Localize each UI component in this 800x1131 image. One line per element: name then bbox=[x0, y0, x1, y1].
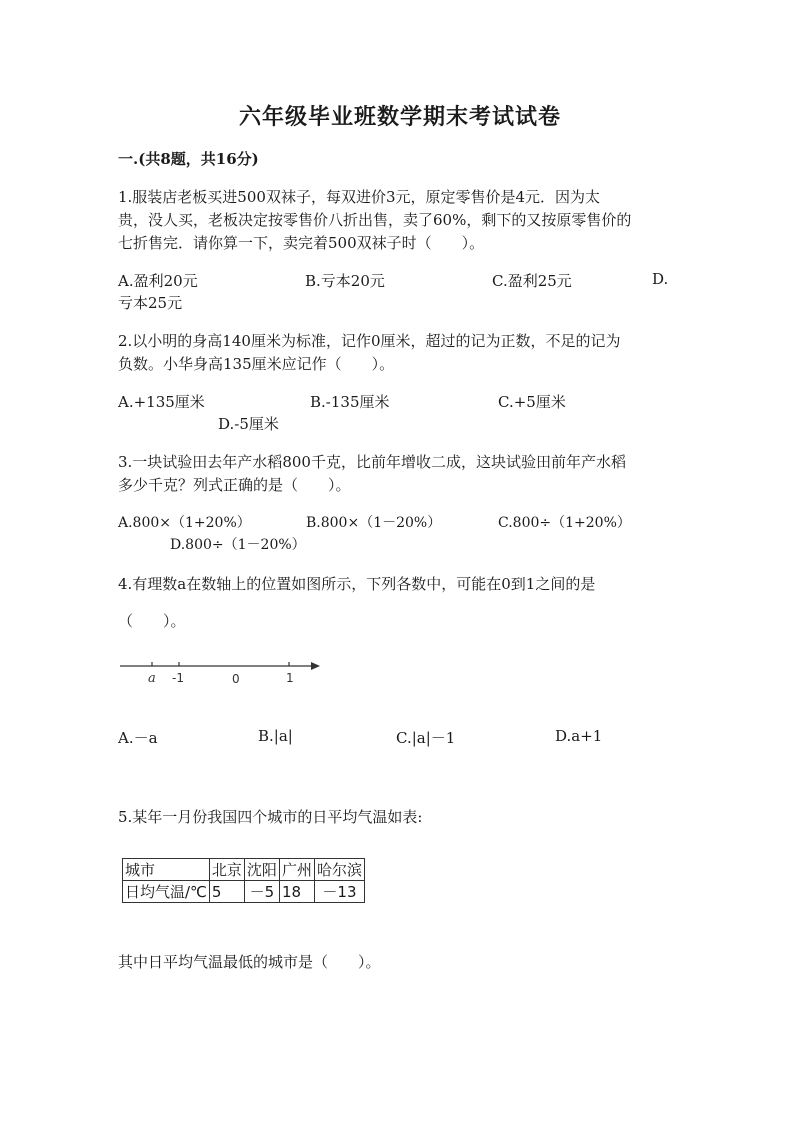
question-1-stem bbox=[118, 186, 678, 255]
table-cell: 城市 bbox=[123, 859, 210, 881]
question-3-option-d[interactable]: D.800÷（1－20%） bbox=[170, 537, 306, 553]
question-3-option-c[interactable]: C.800÷（1+20%） bbox=[498, 515, 631, 531]
question-3-option-b[interactable]: B.800×（1－20%） bbox=[306, 515, 442, 531]
question-4-option-a[interactable]: A.－a bbox=[118, 729, 158, 747]
number-line-figure bbox=[120, 654, 330, 690]
temperature-table bbox=[122, 858, 365, 903]
table-cell: 哈尔滨 bbox=[314, 859, 364, 881]
question-2-line-1: 2.以小明的身高140厘米为标准，记作0厘米，超过的记为正数，不足的记为 bbox=[118, 332, 621, 350]
question-1-line-1: 1.服装店老板买进500双袜子，每双进价3元，原定零售价是4元．因为太 bbox=[118, 188, 601, 206]
question-4-option-b[interactable]: B.|a| bbox=[258, 727, 293, 745]
table-cell: 北京 bbox=[209, 859, 244, 881]
question-1-option-a[interactable]: A.盈利20元 bbox=[118, 272, 198, 290]
question-2-option-c[interactable]: C.+5厘米 bbox=[498, 393, 566, 411]
question-1-option-d-text: 亏本25元 bbox=[118, 294, 183, 312]
table-row bbox=[123, 859, 365, 881]
question-5-stem: 5.某年一月份我国四个城市的日平均气温如表: bbox=[118, 808, 423, 826]
question-1-option-c[interactable]: C.盈利25元 bbox=[492, 272, 572, 290]
question-4-line-1: 4.有理数a在数轴上的位置如图所示，下列各数中，可能在0到1之间的是 bbox=[118, 575, 596, 593]
table-cell: －13 bbox=[314, 881, 364, 903]
label-0: 0 bbox=[232, 672, 240, 686]
question-3-line-2: 多少千克？列式正确的是（ ）。 bbox=[118, 476, 351, 494]
number-line-arrow bbox=[311, 662, 320, 670]
table-cell: 18 bbox=[279, 881, 314, 903]
page-title: 六年级毕业班数学期末考试试卷 bbox=[238, 104, 561, 130]
question-3-stem bbox=[118, 451, 678, 497]
table-cell: 5 bbox=[209, 881, 244, 903]
question-4-stem bbox=[118, 573, 678, 596]
question-4-option-c[interactable]: C.|a|－1 bbox=[396, 729, 456, 747]
question-5-followup: 其中日平均气温最低的城市是（ ）。 bbox=[118, 953, 381, 971]
question-4-stem-blank: （ ）。 bbox=[118, 612, 186, 630]
question-2-line-2: 负数。小华身高135厘米应记作（ ）。 bbox=[118, 355, 395, 373]
question-3-line-1: 3.一块试验田去年产水稻800千克，比前年增收二成，这块试验田前年产水稻 bbox=[118, 453, 626, 471]
label-minus-1: -1 bbox=[172, 671, 184, 685]
question-3-option-a[interactable]: A.800×（1+20%） bbox=[118, 515, 251, 531]
table-cell: 沈阳 bbox=[244, 859, 279, 881]
question-4-option-d[interactable]: D.a+1 bbox=[555, 727, 603, 745]
table-cell: －5 bbox=[244, 881, 279, 903]
table-cell: 日均气温/℃ bbox=[123, 881, 210, 903]
question-1-option-b[interactable]: B.亏本20元 bbox=[305, 272, 385, 290]
question-2-option-b[interactable]: B.-135厘米 bbox=[310, 393, 390, 411]
question-1-option-d[interactable]: D. bbox=[652, 270, 669, 288]
label-1: 1 bbox=[286, 671, 294, 685]
question-1-line-2: 贵，没人买，老板决定按零售价八折出售，卖了60%，剩下的又按原零售价的 bbox=[118, 211, 632, 229]
question-2-option-d[interactable]: D.-5厘米 bbox=[218, 415, 279, 433]
table-cell: 广州 bbox=[279, 859, 314, 881]
question-1-line-3: 七折售完．请你算一下，卖完着500双袜子时（ ）。 bbox=[118, 234, 485, 252]
label-a: a bbox=[148, 671, 156, 686]
table-row bbox=[123, 881, 365, 903]
section-heading: 一.(共8题，共16分) bbox=[118, 150, 259, 168]
question-2-stem bbox=[118, 330, 678, 376]
question-2-option-a[interactable]: A.+135厘米 bbox=[118, 393, 205, 411]
